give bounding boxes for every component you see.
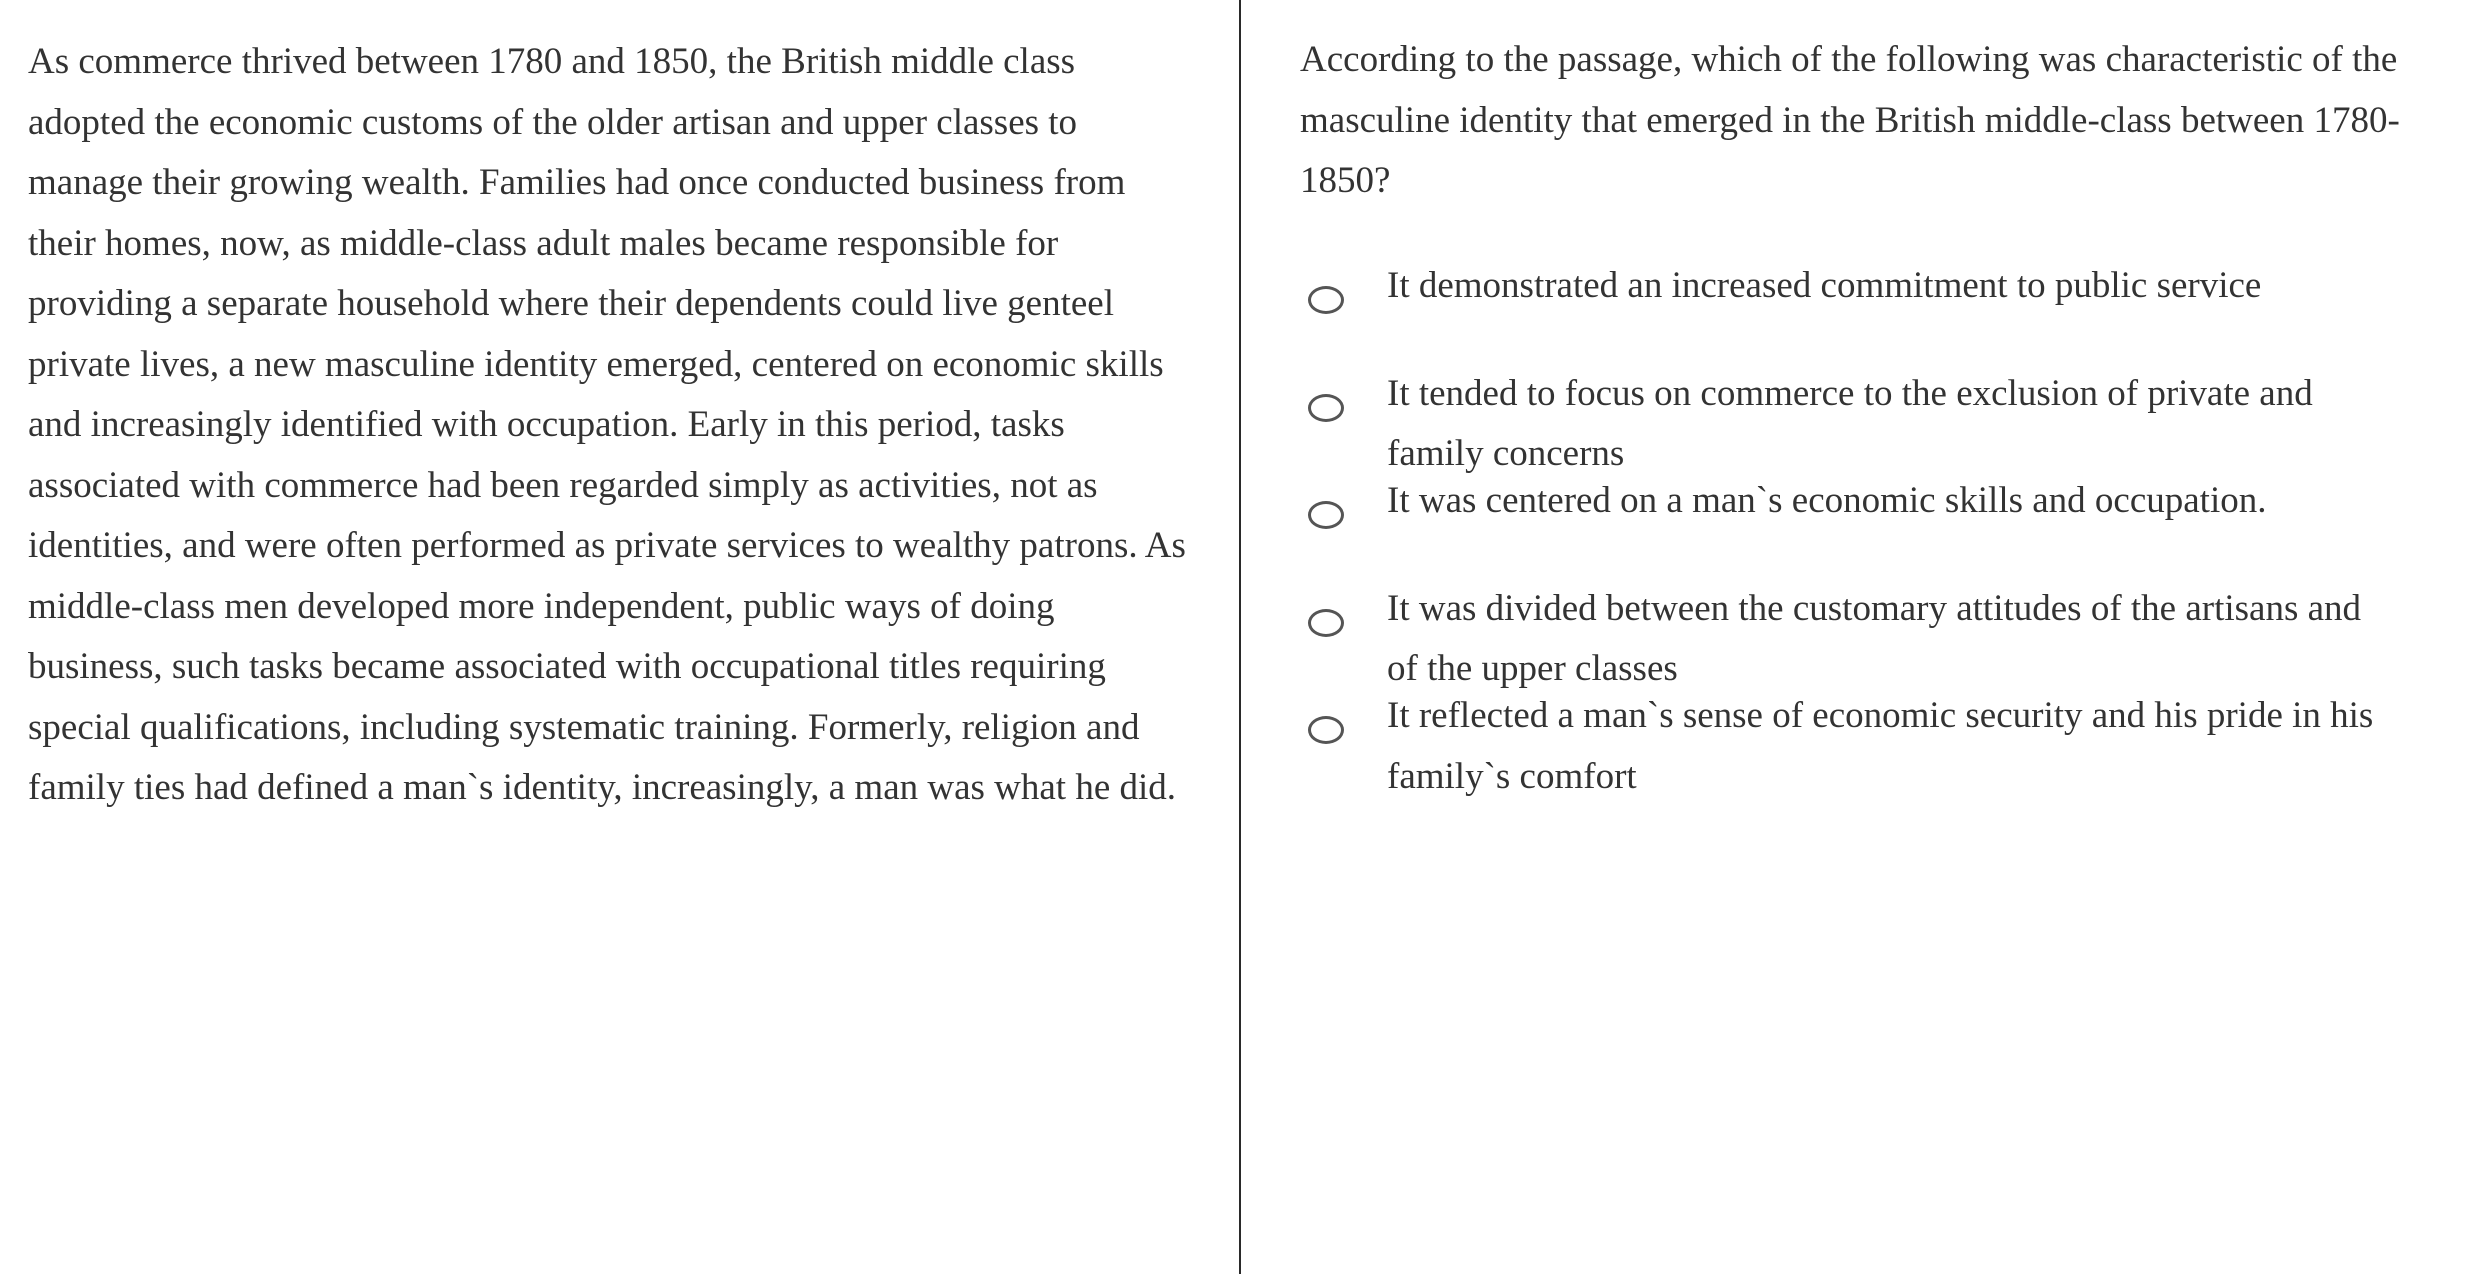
radio-button-icon[interactable] — [1308, 394, 1344, 422]
question-panel — [1300, 30, 2450, 797]
radio-button-icon[interactable] — [1308, 609, 1344, 637]
radio-button-icon[interactable] — [1308, 716, 1344, 744]
reading-passage: As commerce thrived between 1780 and 1850, the British middle class adopted the economic customs of the older artisan and upper classes to manage their growing wealth. Families had once conducted business from their homes, now, as middle-class adult males became responsible for providing a separate household where their dependents could live genteel private lives, a new masculine identity emerged, centered on economic skills and increasingly identified with occupation. Early in this period, tasks associated with commerce had been regarded simply as activities, not as identities, and were often performed as private services to wealthy patrons. As middle-class men developed more independent, public ways of doing business, such tasks became associated with occupational titles requiring special qualifications, including systematic training. Formerly, religion and family ties had defined a man`s identity, increasingly, a man was what he did. — [28, 41, 1186, 808]
answer-option-e[interactable] — [1300, 686, 2450, 807]
answer-option-label: It reflected a man`s sense of economic security and his pride in his family`s comfort — [1387, 695, 2374, 797]
answer-option-b[interactable] — [1300, 364, 2450, 485]
answer-option-c[interactable] — [1300, 471, 2450, 592]
answer-option-d[interactable] — [1300, 579, 2450, 700]
answer-option-a[interactable] — [1300, 256, 2450, 377]
radio-button-icon[interactable] — [1308, 501, 1344, 529]
question-prompt: According to the passage, which of the following was characteristic of the masculine identity that emerged in the British middle-class between 1780-1850? — [1300, 39, 2400, 201]
radio-button-icon[interactable] — [1308, 286, 1344, 314]
answer-option-label: It demonstrated an increased commitment to public service — [1387, 265, 2262, 306]
answer-option-label: It was centered on a man`s economic skills and occupation. — [1387, 480, 2267, 521]
answer-option-label: It tended to focus on commerce to the exclusion of private and family concerns — [1387, 372, 2313, 474]
answer-option-label: It was divided between the customary attitudes of the artisans and of the upper classes — [1387, 587, 2362, 689]
column-divider — [1239, 0, 1241, 1274]
